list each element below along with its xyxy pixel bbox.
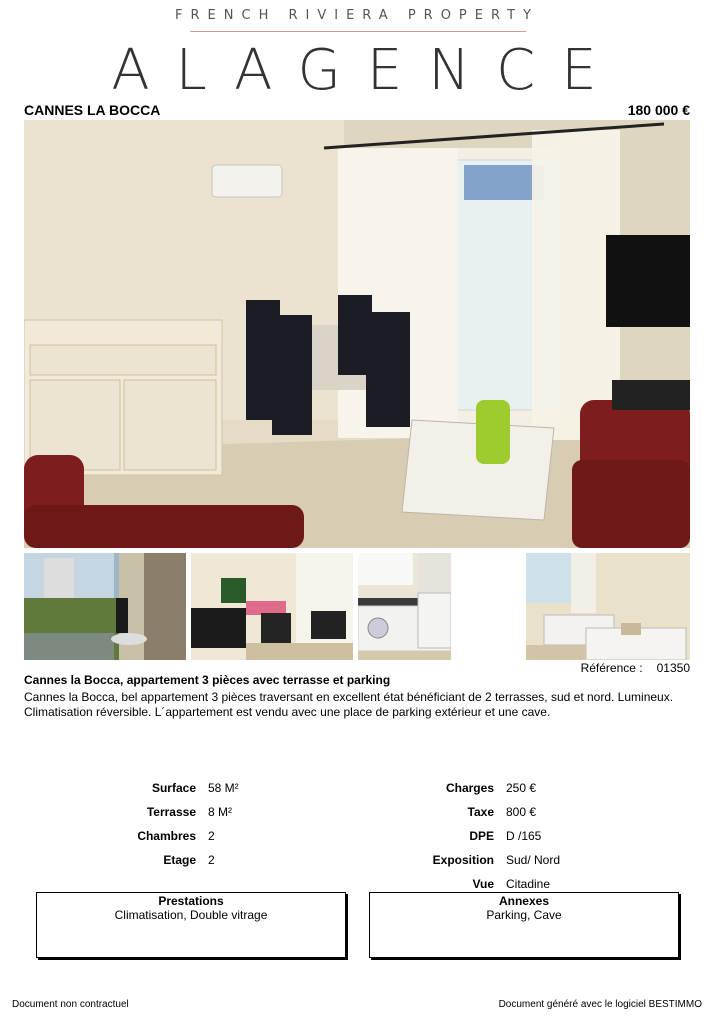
detail-bedrooms-value: 2 [208,829,215,843]
thumbnail-bedroom-photo [526,553,690,660]
detail-tax-label: Taxe [467,805,494,819]
detail-tax-value: 800 € [506,805,537,819]
footer-software-note: Document généré avec le logiciel BESTIMMO [498,999,702,1010]
main-photo-living-room [24,120,690,548]
detail-exposure-label: Exposition [432,853,494,867]
annexes-box [369,892,679,958]
agency-tagline: FRENCH RIVIERA PROPERTY [175,8,539,23]
thumbnail-living-room-photo [191,553,353,660]
reference-label: Référence : [580,661,643,675]
prestations-title: Prestations [158,894,224,908]
detail-terrace-label: Terrasse [146,805,196,819]
detail-bedrooms-label: Chambres [137,829,196,843]
prestations-box [36,892,346,958]
detail-dpe-label: DPE [469,829,494,843]
listing-city: CANNES LA BOCCA [24,102,161,118]
detail-terrace-value: 8 M² [208,805,232,819]
detail-dpe-value: D /165 [506,829,542,843]
detail-charges-value: 250 € [506,781,537,795]
detail-floor-label: Etage [163,853,196,867]
agency-logo: ALAGENCE [111,38,623,103]
detail-exposure-value: Sud/ Nord [506,853,561,867]
thumbnail-kitchen-photo [358,553,451,660]
detail-charges-label: Charges [445,781,494,795]
detail-floor-value: 2 [208,853,215,867]
footer-disclaimer: Document non contractuel [12,999,129,1010]
detail-surface-label: Surface [151,781,196,795]
annexes-text: Parking, Cave [486,908,562,922]
listing-title: Cannes la Bocca, appartement 3 pièces avec terrasse et parking [24,673,391,687]
reference-value: 01350 [656,661,690,675]
thumbnail-terrace-photo [24,553,186,660]
detail-surface-value: 58 M² [208,781,239,795]
listing-price: 180 000 € [627,102,690,118]
listing-reference [581,661,690,675]
prestations-text: Climatisation, Double vitrage [114,908,268,922]
tagline-divider [190,31,526,32]
detail-view-value: Citadine [506,877,551,891]
listing-description: Cannes la Bocca, bel appartement 3 pièces traversant en excellent état bénéficiant de 2 terrasses, sud et nord. Lumineux. Climatisation réversible. L´appartement est vendu avec une place de parking extérieur et une cave. [24,690,674,719]
detail-view-label: Vue [472,877,494,891]
annexes-title: Annexes [498,894,550,908]
